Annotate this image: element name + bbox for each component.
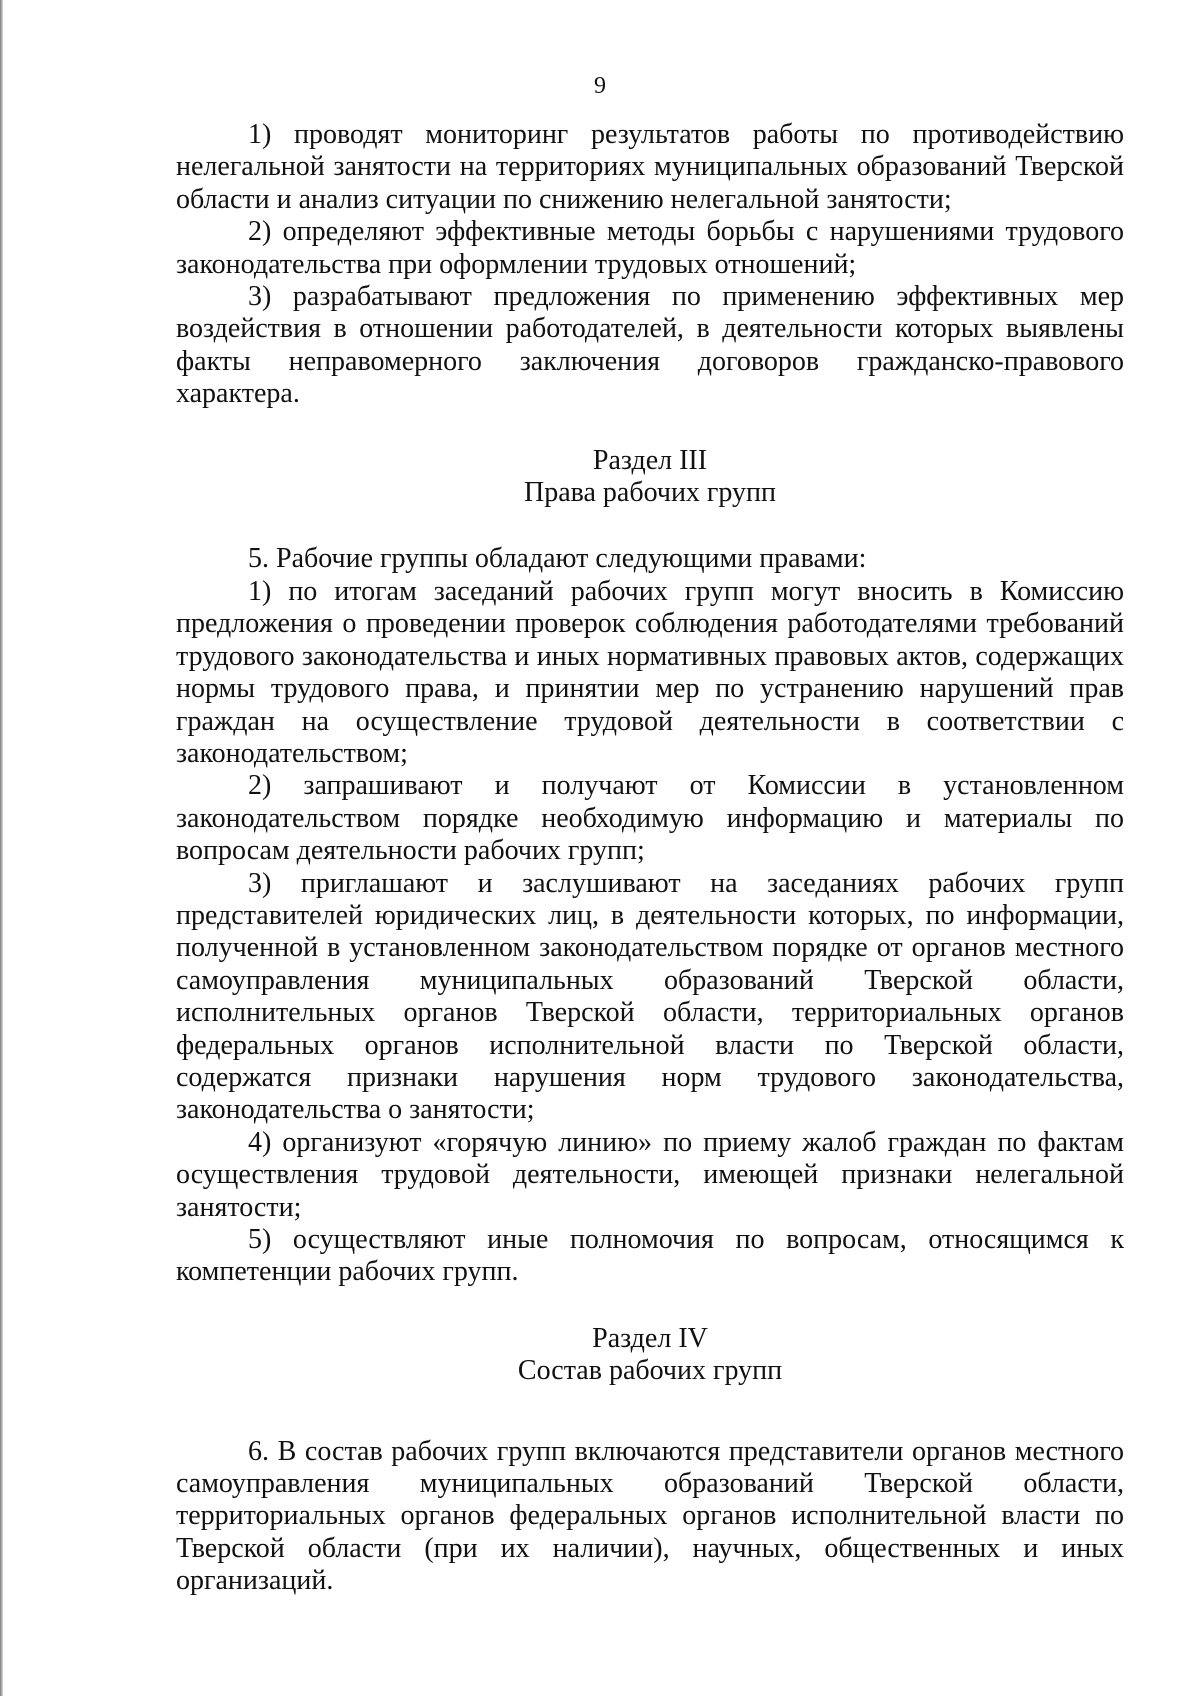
- section-3-paragraph-item-2: 2) запрашивают и получают от Комиссии в установленном законодательством порядке необходимую информацию и материалы по вопросам деятельности рабочих групп;: [176, 770, 1124, 867]
- section-4-paragraph-6: 6. В состав рабочих групп включаются представители органов местного самоуправления муниципальных образований Тверской области, территориальных органов федеральных органов исполнительной власти по Тверской области (при их наличии), научных, общественных и иных организаций.: [176, 1435, 1124, 1597]
- section-4-title: Раздел IV: [592, 1322, 708, 1354]
- document-body: [176, 119, 1124, 1598]
- section-3-heading: [176, 445, 1124, 510]
- page-number: 9: [594, 73, 606, 99]
- section-4-subtitle: Состав рабочих групп: [517, 1355, 783, 1387]
- section-4-heading: [176, 1323, 1124, 1388]
- section-3-subtitle: Права рабочих групп: [523, 477, 777, 509]
- section-3-paragraph-item-1: 1) по итогам заседаний рабочих групп могут вносить в Комиссию предложения о проведении проверок соблюдения работодателями требований трудового законодательства и иных нормативных правовых актов, содержащих нормы трудового права, и принятии мер по устранению нарушений прав граждан на осуществление трудовой деятельности в соответствии с законодательством;: [176, 575, 1124, 769]
- paragraph-item-3: 3) разрабатывают предложения по применению эффективных мер воздействия в отношении работодателей, в деятельности которых выявлены факты неправомерного заключения договоров гражданско-правового характера.: [176, 281, 1124, 410]
- section-3-paragraph-item-3: 3) приглашают и заслушивают на заседаниях рабочих групп представителей юридических лиц, в деятельности которых, по информации, полученной в установленном законодательством порядке от органов местного самоуправления муниципальных образований Тверской области, исполнительных органов Тверской области, территориальных органов федеральных органов исполнительной власти по Тверской области, содержатся признаки нарушения норм трудового законодательства, законодательства о занятости;: [176, 867, 1124, 1126]
- section-3-paragraph-intro: 5. Рабочие группы обладают следующими правами:: [248, 543, 867, 575]
- scan-edge: [0, 0, 3, 1696]
- section-3-paragraph-item-4: 4) организуют «горячую линию» по приему жалоб граждан по фактам осуществления трудовой деятельности, имеющей признаки нелегальной занятости;: [176, 1126, 1124, 1223]
- section-3-title: Раздел III: [592, 444, 708, 476]
- paragraph-item-1: 1) проводят мониторинг результатов работы по противодействию нелегальной занятости на территориях муниципальных образований Тверской области и анализ ситуации по снижению нелегальной занятости;: [176, 119, 1124, 215]
- section-3-paragraph-item-5: 5) осуществляют иные полномочия по вопросам, относящимся к компетенции рабочих групп.: [176, 1224, 1124, 1288]
- paragraph-item-2: 2) определяют эффективные методы борьбы с нарушениями трудового законодательства при оформлении трудовых отношений;: [176, 216, 1124, 280]
